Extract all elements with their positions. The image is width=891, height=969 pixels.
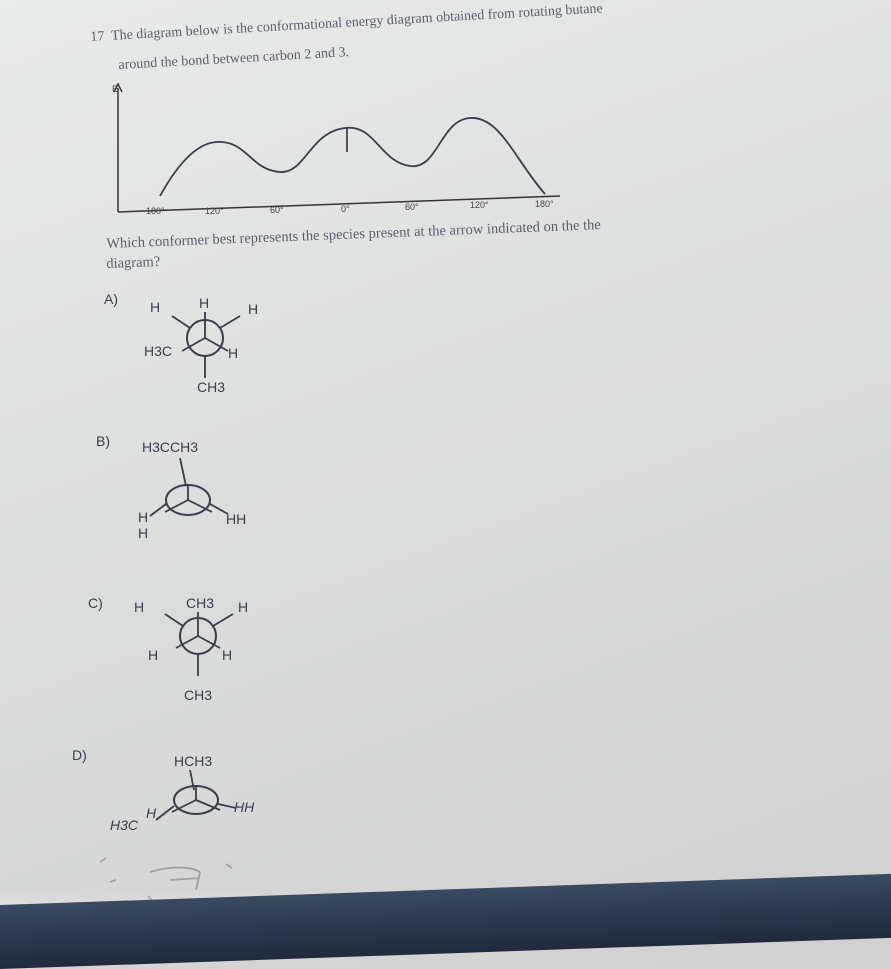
- b-label-h-left-1: H: [138, 509, 149, 525]
- b-label-h-left-2: H: [138, 525, 149, 541]
- front-bonds-c: [176, 612, 220, 648]
- option-a[interactable]: [104, 291, 258, 395]
- option-c[interactable]: [88, 595, 248, 703]
- x-tick-4: 60°: [405, 202, 419, 212]
- option-a-letter: A): [104, 291, 118, 307]
- option-b[interactable]: [96, 433, 246, 541]
- a-label-ch3-left: H3C: [144, 343, 173, 359]
- x-tick-1: 120°: [205, 206, 224, 216]
- d-label-ch3-left: H3C: [110, 817, 139, 833]
- option-c-letter: C): [88, 595, 103, 611]
- c-label-h-right: H: [238, 599, 249, 615]
- a-label-h-left: H: [150, 299, 161, 315]
- prompt-text-line-2: diagram?: [106, 253, 161, 272]
- d-label-h-left: H: [146, 805, 157, 821]
- option-d-letter: D): [72, 747, 87, 763]
- y-axis-label: E: [112, 84, 119, 94]
- question-stem: The diagram below is the conformational energy diagram obtained from rotating butane: [110, 1, 604, 44]
- energy-diagram: [112, 84, 560, 216]
- x-tick-2: 60°: [270, 205, 284, 215]
- a-label-h-top: H: [199, 295, 210, 311]
- bonds-b: [165, 458, 212, 512]
- back-bonds-c: [165, 614, 233, 676]
- c-label-h-left: H: [134, 599, 145, 615]
- bleed-ring: [150, 868, 200, 891]
- c-label-ch3-bottom: CH3: [184, 687, 213, 703]
- x-axis: [118, 196, 560, 212]
- option-d[interactable]: [72, 747, 255, 833]
- b-label-top: H3CCH3: [142, 439, 199, 455]
- energy-curve: [160, 118, 545, 196]
- a-label-h-right: H: [248, 301, 259, 317]
- b-label-hh-right: HH: [226, 511, 247, 527]
- c-label-ch3-top: CH3: [186, 595, 215, 611]
- x-tick-0: 180°: [146, 206, 165, 216]
- question-number: 17: [90, 29, 105, 45]
- x-tick-5: 120°: [470, 200, 489, 210]
- x-tick-3: 0°: [341, 204, 350, 214]
- question-text-line-2: around the bond between carbon 2 and 3.: [118, 45, 350, 73]
- d-label-top: HCH3: [174, 753, 213, 769]
- prompt-text-line-1: Which conformer best represents the species present at the arrow indicated on the the: [106, 217, 602, 252]
- back-bonds-d: [156, 804, 236, 820]
- a-label-h-lower: H: [228, 345, 239, 361]
- x-tick-6: 180°: [535, 199, 554, 209]
- c-label-h-lower-right: H: [222, 647, 233, 663]
- c-label-h-lower-left: H: [148, 647, 159, 663]
- x-tick-labels: [146, 199, 554, 216]
- option-b-letter: B): [96, 433, 110, 449]
- a-label-ch3-bottom: CH3: [197, 379, 226, 395]
- d-label-hh-right: HH: [234, 799, 255, 815]
